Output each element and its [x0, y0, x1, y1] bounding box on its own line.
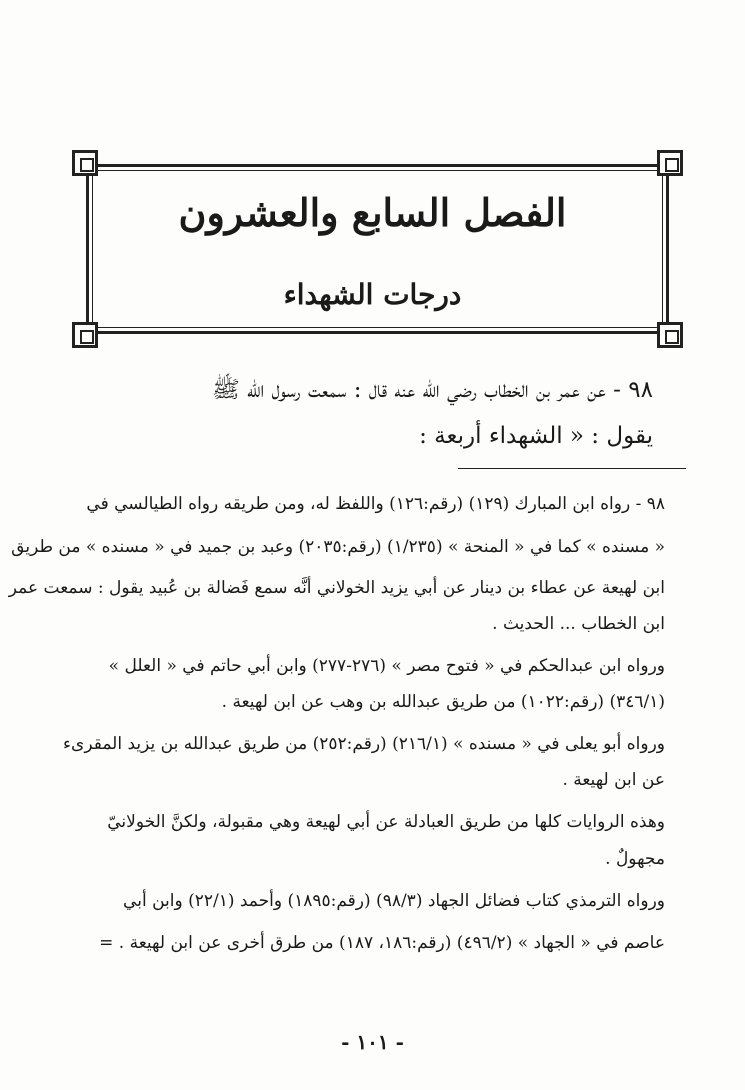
footnote-line: ورواه ابن عبدالحكم في « فتوح مصر » (٢٧٦-٢٧٧) وابن أبي حاتم في « العلل » — [108, 656, 665, 676]
footnote-line: ابن لهيعة عن عطاء بن دينار عن أبي يزيد الخولاني أنَّه سمع فَضالة بن عُبيد يقول : سمعت عمر — [8, 578, 665, 598]
hadith-line: يقول : « الشهداء أربعة : — [419, 423, 653, 449]
page-number: - ١٠١ - — [341, 1030, 404, 1054]
footnote-line: ورواه الترمذي كتاب فضائل الجهاد (٩٨/٣) (رقم:١٨٩٥) وأحمد (٢٢/١) وابن أبي — [123, 891, 665, 911]
chapter-title: الفصل السابع والعشرون — [178, 190, 567, 235]
footnote-line: وهذه الروايات كلها من طريق العبادلة عن أبي لهيعة وهي مقبولة، ولكنَّ الخولانيّ — [107, 812, 665, 832]
hadith-line: ٩٨ - عن عمر بن الخطاب رضي الله عنه قال : سمعت رسول الله ﷺ — [211, 377, 653, 403]
frame-corner-ornament — [72, 150, 98, 176]
frame-corner-ornament — [72, 322, 98, 348]
footnote-line: ابن الخطاب ... الحديث . — [492, 614, 665, 634]
footnote-line: « مسنده » كما في « المنحة » (١/٢٣٥) (رقم:٢٠٣٥) وعبد بن جميد في « مسنده » من طريق — [11, 537, 665, 557]
footnote-divider — [458, 468, 686, 469]
footnote-line: عن ابن لهيعة . — [562, 770, 665, 790]
frame-corner-ornament — [657, 150, 683, 176]
footnote-line: ورواه أبو يعلى في « مسنده » (٢١٦/١) (رقم:٢٥٢) من طريق عبدالله بن يزيد المقرىء — [63, 734, 665, 754]
frame-corner-ornament — [657, 322, 683, 348]
footnote-line: عاصم في « الجهاد » (٤٩٦/٢) (رقم:١٨٦، ١٨٧) من طرق أخرى عن ابن لهيعة . = — [99, 933, 665, 953]
footnote-line: (٣٤٦/١) (رقم:١٠٢٢) من طريق عبدالله بن وهب عن ابن لهيعة . — [221, 692, 665, 712]
section-title: درجات الشهداء — [283, 278, 462, 311]
footnote-line: ٩٨ - رواه ابن المبارك (١٢٩) (رقم:١٢٦) واللفظ له، ومن طريقه رواه الطيالسي في — [86, 494, 665, 514]
footnote-line: مجهولٌ . — [605, 849, 665, 869]
chapter-frame — [72, 150, 683, 348]
